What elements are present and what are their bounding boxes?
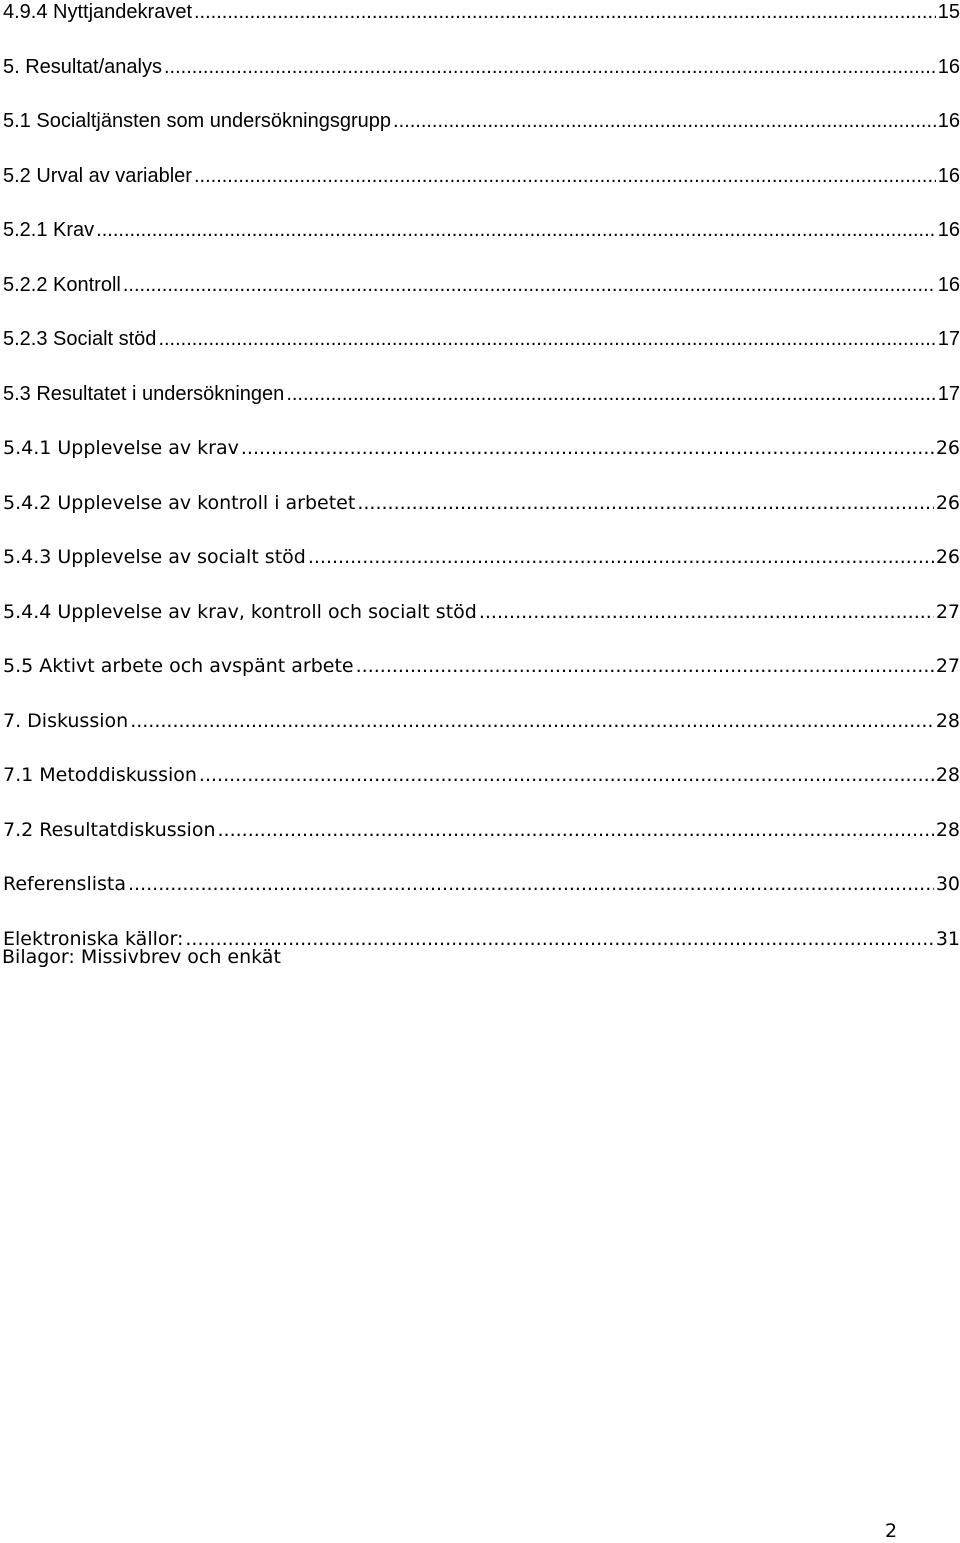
- toc-entry-page: 16: [937, 273, 960, 296]
- toc-leader-dots: [123, 273, 936, 297]
- toc-leader-dots: [308, 545, 934, 569]
- toc-entry[interactable]: [3, 0, 960, 55]
- toc-entry[interactable]: [3, 327, 960, 382]
- toc-entry-title: 5.4.2 Upplevelse av kontroll i arbetet: [3, 491, 356, 514]
- toc-entry-page: 16: [937, 219, 960, 241]
- toc-entry-page: 16: [937, 55, 960, 78]
- toc-leader-dots: [164, 55, 936, 79]
- toc-leader-dots: [96, 218, 936, 242]
- toc-entry-page: 15: [937, 1, 960, 23]
- toc-entry-page: 16: [937, 164, 960, 187]
- toc-entry[interactable]: [3, 382, 960, 437]
- toc-entry-page: 26: [935, 491, 960, 514]
- toc-entry[interactable]: [3, 654, 960, 709]
- toc-entry-page: 16: [937, 110, 960, 132]
- appendix-line: Bilagor: Missivbrev och enkät: [2, 946, 281, 968]
- toc-leader-dots: [356, 654, 934, 678]
- table-of-contents: [3, 0, 960, 981]
- toc-leader-dots: [393, 109, 936, 133]
- toc-leader-dots: [218, 818, 934, 842]
- toc-entry[interactable]: [3, 600, 960, 655]
- toc-entry[interactable]: [3, 818, 960, 873]
- toc-entry-title: 5.1 Socialtjänsten som undersökningsgrupp: [3, 110, 392, 132]
- page-number: 2: [885, 1520, 898, 1542]
- toc-entry-page: 27: [935, 655, 960, 677]
- toc-entry-page: 30: [935, 873, 960, 895]
- toc-entry-title: 4.9.4 Nyttjandekravet: [3, 1, 192, 23]
- toc-entry-title: 5.2.1 Krav: [3, 219, 95, 241]
- toc-leader-dots: [194, 0, 936, 24]
- toc-entry-page: 27: [935, 600, 960, 623]
- toc-entry-title: 7.2 Resultatdiskussion: [3, 818, 216, 841]
- toc-entry-title: 5.4.4 Upplevelse av krav, kontroll och socialt stöd: [3, 600, 477, 623]
- toc-entry[interactable]: [3, 55, 960, 110]
- toc-leader-dots: [479, 600, 934, 624]
- toc-entry-title: 5.2 Urval av variabler: [3, 164, 192, 187]
- toc-leader-dots: [128, 872, 934, 896]
- toc-entry[interactable]: [3, 273, 960, 328]
- toc-entry-page: 17: [937, 328, 960, 350]
- toc-entry-page: 28: [935, 709, 960, 732]
- toc-entry[interactable]: [3, 218, 960, 273]
- toc-entry-title: 5.2.3 Socialt stöd: [3, 328, 157, 350]
- toc-entry-page: 28: [935, 818, 960, 841]
- toc-entry-page: 28: [935, 764, 960, 786]
- toc-entry-title: 5.5 Aktivt arbete och avspänt arbete: [3, 655, 354, 677]
- toc-leader-dots: [185, 927, 933, 951]
- toc-entry-title: 5.3 Resultatet i undersökningen: [3, 382, 285, 405]
- toc-entry-title: 5.4.1 Upplevelse av krav: [3, 437, 239, 459]
- toc-leader-dots: [194, 164, 936, 188]
- toc-leader-dots: [286, 382, 935, 406]
- toc-entry-title: Referenslista: [3, 873, 126, 895]
- toc-entry-page: 31: [935, 927, 960, 950]
- toc-entry[interactable]: [3, 545, 960, 600]
- toc-leader-dots: [241, 436, 934, 460]
- toc-entry-page: 26: [935, 437, 960, 459]
- toc-entry[interactable]: [3, 164, 960, 219]
- toc-leader-dots: [130, 709, 934, 733]
- toc-entry[interactable]: [3, 763, 960, 818]
- toc-entry[interactable]: [3, 436, 960, 491]
- toc-entry-title: 5.2.2 Kontroll: [3, 273, 121, 296]
- toc-entry[interactable]: [3, 709, 960, 764]
- toc-entry-title: 5. Resultat/analys: [3, 55, 162, 78]
- toc-leader-dots: [158, 327, 935, 351]
- toc-leader-dots: [357, 491, 933, 515]
- toc-entry-title: Elektroniska källor:: [3, 927, 184, 950]
- toc-entry-title: 7.1 Metoddiskussion: [3, 764, 197, 786]
- toc-entry-title: 5.4.3 Upplevelse av socialt stöd: [3, 546, 306, 568]
- toc-entry-title: 7. Diskussion: [3, 709, 129, 732]
- toc-entry[interactable]: [3, 491, 960, 546]
- toc-entry[interactable]: [3, 872, 960, 927]
- toc-entry[interactable]: [3, 109, 960, 164]
- toc-entry-page: 26: [935, 546, 960, 568]
- toc-leader-dots: [199, 763, 934, 787]
- toc-entry-page: 17: [937, 382, 960, 405]
